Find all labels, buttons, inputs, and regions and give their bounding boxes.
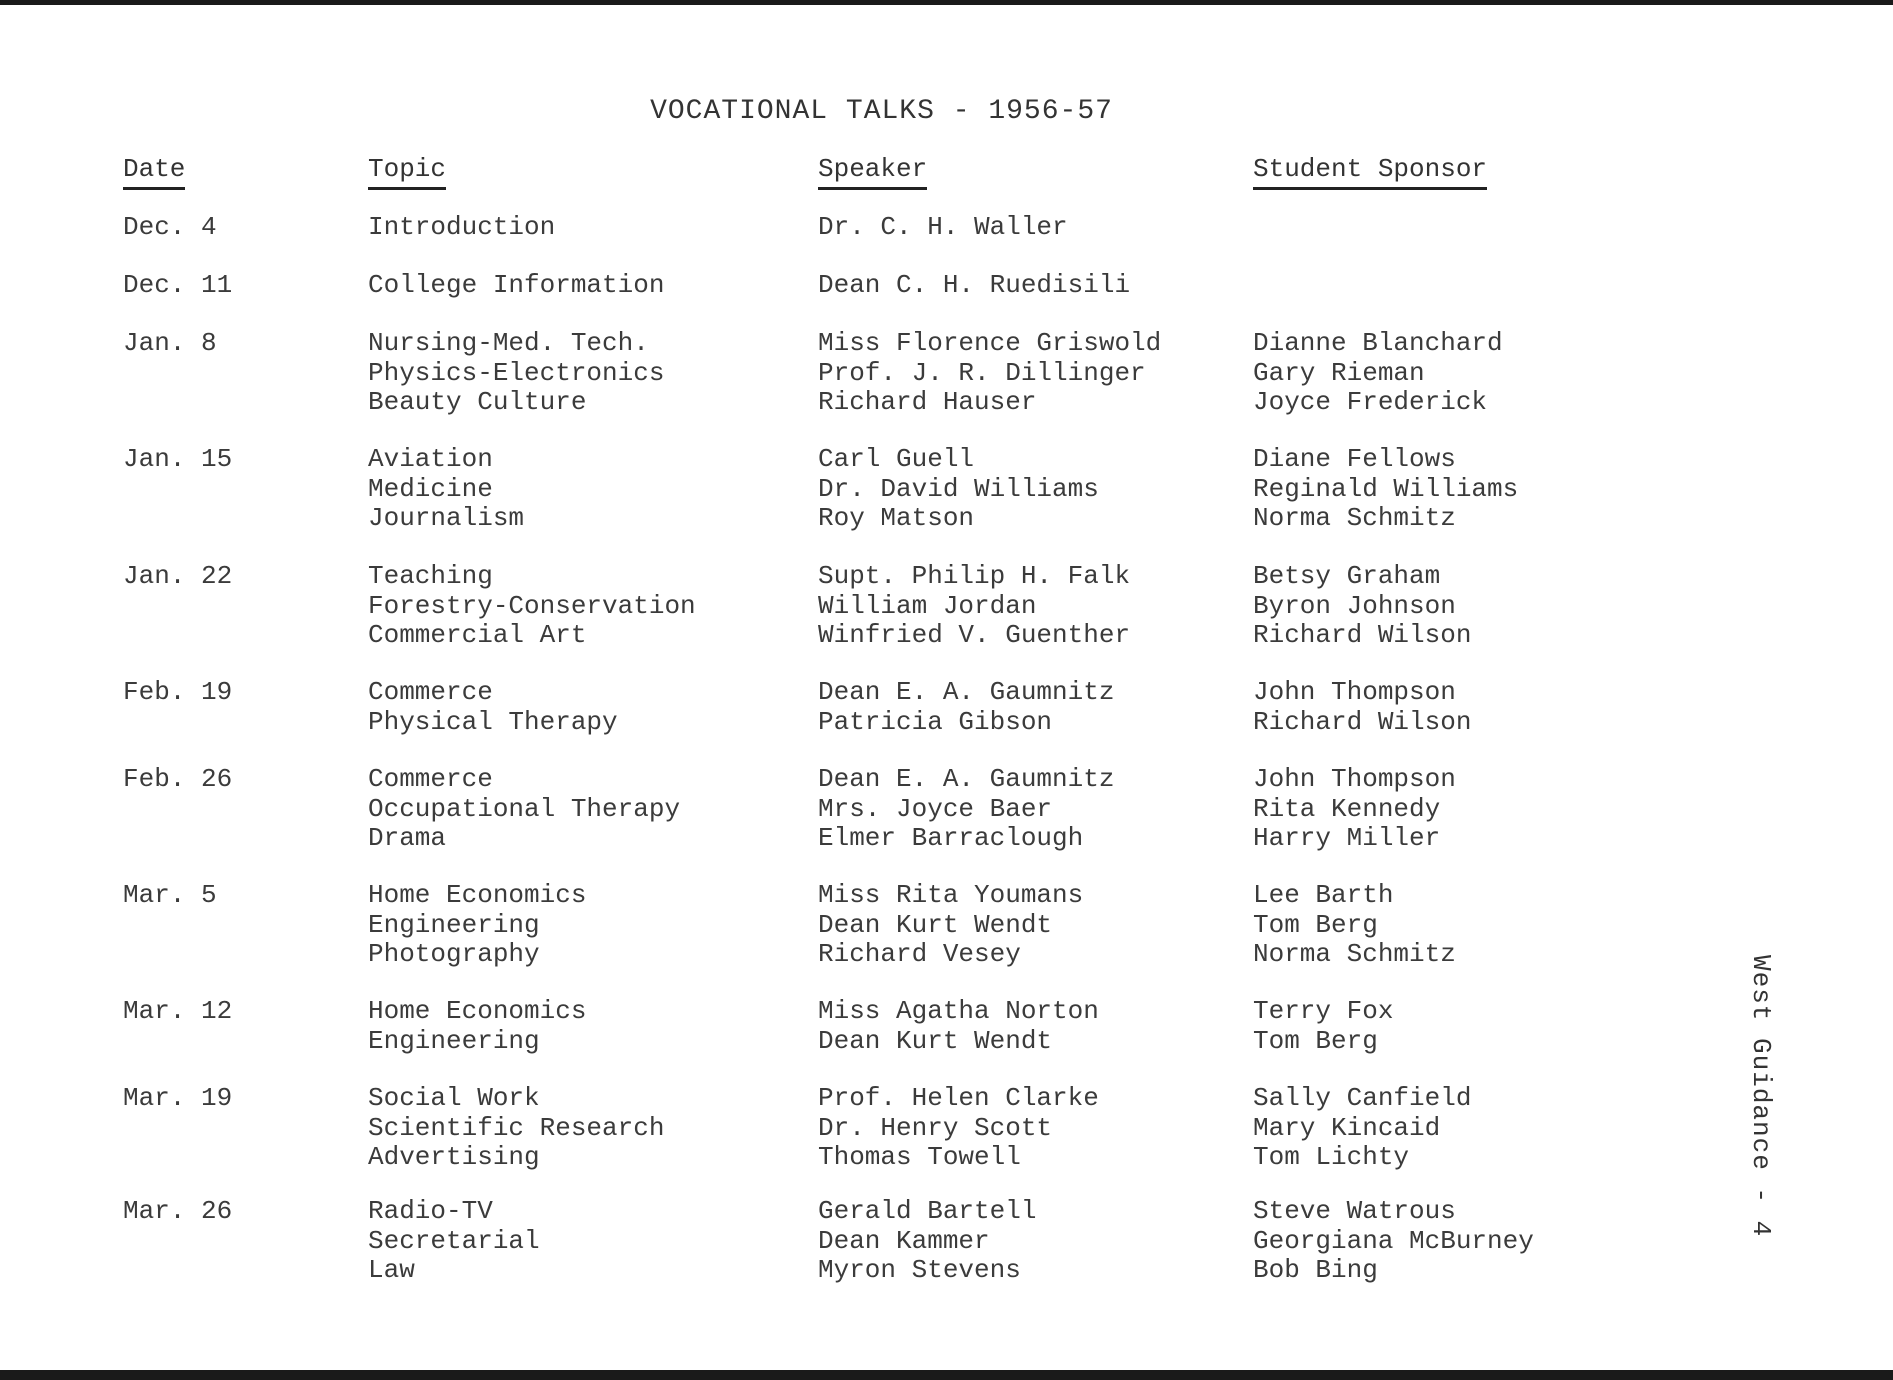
cell-topic: [368, 997, 586, 1056]
cell-topic: [368, 678, 618, 737]
cell-sponsor-line: Diane Fellows: [1253, 444, 1456, 474]
cell-speaker-line: Winfried V. Guenther: [818, 620, 1131, 650]
cell-sponsor: [1253, 1197, 1534, 1286]
cell-sponsor: [1253, 881, 1456, 970]
cell-speaker-line: Richard Hauser: [818, 387, 1037, 417]
cell-sponsor-line: Tom Berg: [1253, 909, 1378, 940]
cell-topic-line: Engineering: [368, 1025, 540, 1056]
cell-sponsor-line: Georgiana McBurney: [1253, 1225, 1534, 1256]
cell-sponsor: [1253, 1084, 1471, 1173]
cell-speaker-line: Dean E. A. Gaumnitz: [818, 764, 1115, 794]
cell-speaker: [818, 271, 1130, 301]
cell-speaker: [818, 881, 1083, 970]
cell-speaker-line: Patricia Gibson: [818, 706, 1053, 737]
cell-sponsor: [1253, 562, 1471, 651]
cell-topic: [368, 765, 680, 854]
cell-sponsor-line: Steve Watrous: [1253, 1196, 1456, 1226]
cell-topic-line: Commerce: [368, 764, 493, 794]
cell-topic-line: Occupational Therapy: [368, 793, 681, 824]
cell-sponsor-line: Dianne Blanchard: [1253, 328, 1503, 358]
cell-sponsor-line: Norma Schmitz: [1253, 503, 1456, 533]
header-topic: Topic: [368, 153, 446, 190]
scan-top-edge: [0, 0, 1893, 5]
cell-topic-line: Law: [368, 1255, 415, 1285]
cell-speaker: [818, 997, 1099, 1056]
cell-topic: [368, 329, 664, 418]
cell-speaker-line: Supt. Philip H. Falk: [818, 561, 1131, 591]
cell-topic-line: Radio-TV: [368, 1196, 493, 1226]
cell-speaker-line: Miss Rita Youmans: [818, 880, 1084, 910]
cell-speaker-line: Prof. J. R. Dillinger: [818, 357, 1146, 388]
cell-topic-line: Aviation: [368, 444, 493, 474]
cell-topic-line: Drama: [368, 823, 447, 853]
cell-date: Mar. 5: [123, 880, 217, 910]
cell-speaker: [818, 1084, 1099, 1173]
cell-sponsor-line: Byron Johnson: [1253, 590, 1456, 621]
cell-topic: [368, 562, 696, 651]
cell-sponsor-line: Lee Barth: [1253, 880, 1394, 910]
cell-topic: [368, 1197, 540, 1286]
cell-topic-line: Physics-Electronics: [368, 357, 665, 388]
cell-date: Dec. 11: [123, 270, 233, 300]
cell-sponsor-line: Richard Wilson: [1253, 620, 1472, 650]
cell-speaker-line: Dean C. H. Ruedisili: [818, 270, 1131, 300]
cell-topic-line: Commercial Art: [368, 620, 587, 650]
cell-topic-line: Medicine: [368, 473, 493, 504]
cell-sponsor-line: Gary Rieman: [1253, 357, 1425, 388]
cell-sponsor: [1253, 329, 1503, 418]
cell-sponsor: [1253, 997, 1393, 1056]
cell-speaker-line: Myron Stevens: [818, 1255, 1021, 1285]
header-date: Date: [123, 153, 185, 190]
cell-topic-line: Introduction: [368, 212, 556, 242]
cell-topic-line: Journalism: [368, 503, 525, 533]
cell-speaker-line: Mrs. Joyce Baer: [818, 793, 1053, 824]
cell-sponsor-line: Norma Schmitz: [1253, 939, 1456, 969]
cell-topic: [368, 881, 586, 970]
cell-speaker-line: Dean E. A. Gaumnitz: [818, 677, 1115, 707]
cell-topic-line: Engineering: [368, 909, 540, 940]
cell-sponsor-line: Bob Bing: [1253, 1255, 1378, 1285]
cell-topic-line: Forestry-Conservation: [368, 590, 696, 621]
cell-topic-line: Home Economics: [368, 996, 587, 1026]
cell-date: Mar. 26: [123, 1196, 233, 1226]
cell-speaker-line: Dr. David Williams: [818, 473, 1099, 504]
cell-speaker-line: Dr. Henry Scott: [818, 1112, 1053, 1143]
cell-speaker-line: Miss Florence Griswold: [818, 328, 1162, 358]
cell-date: Jan. 22: [123, 561, 233, 591]
cell-speaker: [818, 678, 1114, 737]
cell-speaker: [818, 213, 1068, 243]
cell-topic: [368, 445, 524, 534]
side-note: West Guidance - 4: [1746, 955, 1776, 1238]
cell-speaker-line: William Jordan: [818, 590, 1037, 621]
cell-topic-line: Beauty Culture: [368, 387, 587, 417]
header-speaker: Speaker: [818, 153, 927, 190]
cell-topic-line: Physical Therapy: [368, 706, 618, 737]
cell-topic-line: Advertising: [368, 1142, 540, 1172]
cell-topic-line: Nursing-Med. Tech.: [368, 328, 649, 358]
cell-speaker-line: Richard Vesey: [818, 939, 1021, 969]
cell-speaker-line: Prof. Helen Clarke: [818, 1083, 1099, 1113]
cell-date: Feb. 19: [123, 677, 233, 707]
cell-speaker-line: Miss Agatha Norton: [818, 996, 1099, 1026]
cell-sponsor-line: John Thompson: [1253, 677, 1456, 707]
cell-speaker-line: Dean Kammer: [818, 1225, 990, 1256]
cell-sponsor: [1253, 765, 1456, 854]
cell-speaker: [818, 765, 1114, 854]
cell-speaker: [818, 1197, 1036, 1286]
cell-speaker: [818, 562, 1130, 651]
cell-sponsor-line: Betsy Graham: [1253, 561, 1441, 591]
cell-speaker-line: Gerald Bartell: [818, 1196, 1037, 1226]
document-title: VOCATIONAL TALKS - 1956-57: [650, 96, 1113, 127]
cell-topic: [368, 213, 555, 243]
cell-date: Jan. 8: [123, 328, 217, 358]
cell-sponsor-line: John Thompson: [1253, 764, 1456, 794]
cell-date: Mar. 12: [123, 996, 233, 1026]
cell-sponsor-line: Tom Lichty: [1253, 1142, 1410, 1172]
cell-topic: [368, 1084, 664, 1173]
cell-sponsor-line: Tom Berg: [1253, 1025, 1378, 1056]
cell-speaker-line: Elmer Barraclough: [818, 823, 1084, 853]
scan-bottom-edge: [0, 1370, 1893, 1380]
cell-sponsor-line: Mary Kincaid: [1253, 1112, 1441, 1143]
cell-sponsor-line: Richard Wilson: [1253, 706, 1472, 737]
cell-speaker-line: Carl Guell: [818, 444, 975, 474]
cell-sponsor: [1253, 678, 1471, 737]
cell-sponsor-line: Joyce Frederick: [1253, 387, 1488, 417]
cell-topic: [368, 271, 664, 301]
cell-sponsor-line: Terry Fox: [1253, 996, 1394, 1026]
cell-date: Jan. 15: [123, 444, 233, 474]
cell-topic-line: Secretarial: [368, 1225, 540, 1256]
cell-sponsor-line: Harry Miller: [1253, 823, 1441, 853]
cell-speaker: [818, 329, 1161, 418]
cell-topic-line: Teaching: [368, 561, 493, 591]
cell-date: Feb. 26: [123, 764, 233, 794]
cell-topic-line: Home Economics: [368, 880, 587, 910]
cell-topic-line: Scientific Research: [368, 1112, 665, 1143]
cell-sponsor-line: Rita Kennedy: [1253, 793, 1441, 824]
cell-topic-line: College Information: [368, 270, 665, 300]
cell-topic-line: Social Work: [368, 1083, 540, 1113]
cell-sponsor-line: Reginald Williams: [1253, 473, 1519, 504]
header-student-sponsor: Student Sponsor: [1253, 153, 1487, 190]
cell-speaker-line: Roy Matson: [818, 503, 975, 533]
cell-speaker: [818, 445, 1099, 534]
cell-speaker-line: Dean Kurt Wendt: [818, 1025, 1053, 1056]
cell-sponsor-line: Sally Canfield: [1253, 1083, 1472, 1113]
cell-date: Mar. 19: [123, 1083, 233, 1113]
cell-sponsor: [1253, 445, 1518, 534]
cell-topic-line: Photography: [368, 939, 540, 969]
cell-speaker-line: Thomas Towell: [818, 1142, 1021, 1172]
cell-topic-line: Commerce: [368, 677, 493, 707]
cell-date: Dec. 4: [123, 212, 217, 242]
cell-speaker-line: Dean Kurt Wendt: [818, 909, 1053, 940]
cell-speaker-line: Dr. C. H. Waller: [818, 212, 1068, 242]
